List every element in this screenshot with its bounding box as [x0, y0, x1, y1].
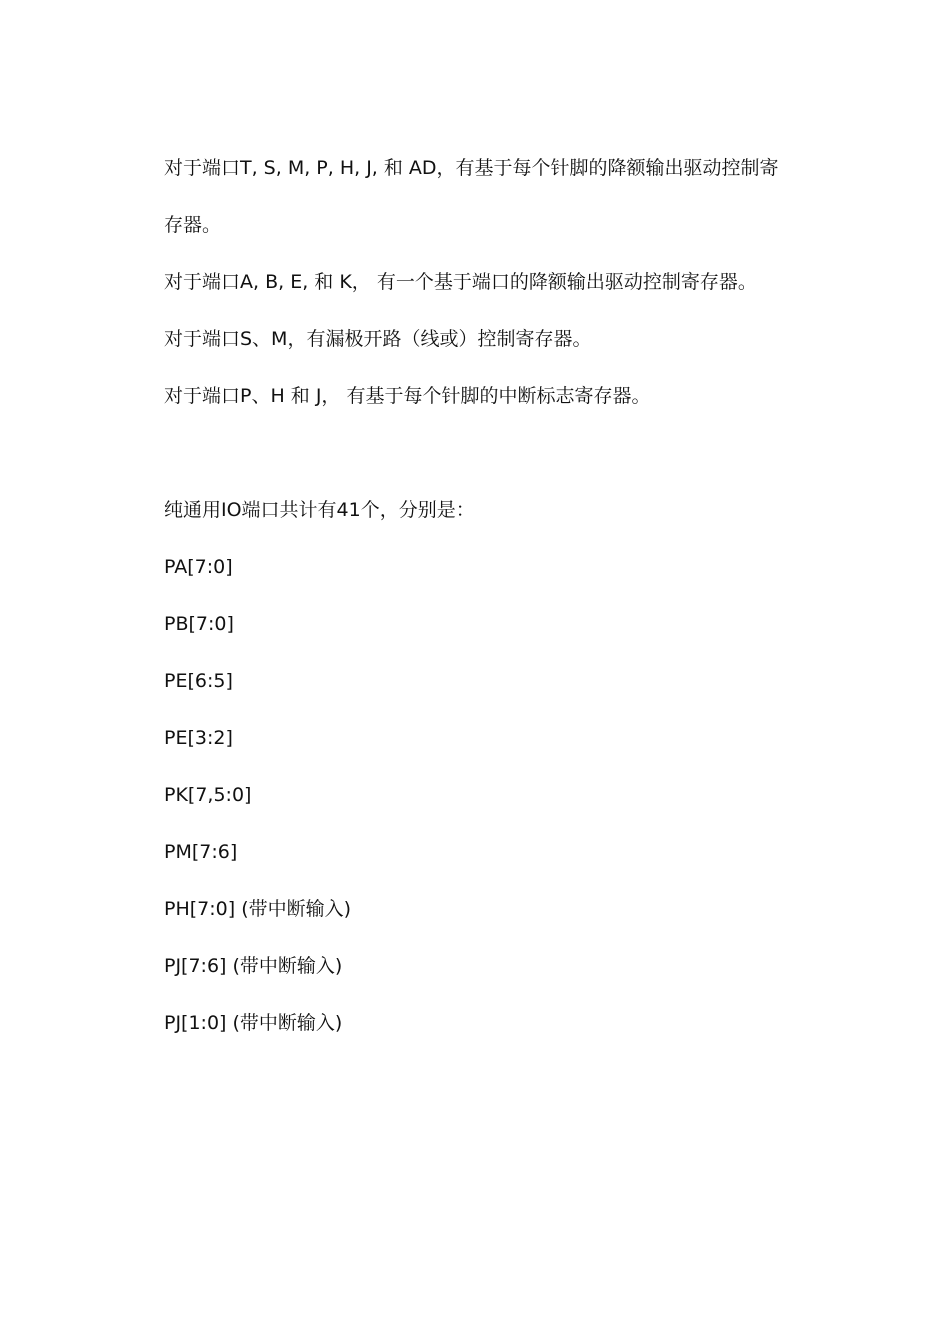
paragraph-pin-drive-line1: 对于端口T, S, M, P, H, J, 和 AD，有基于每个针脚的降额输出驱动控制寄 — [164, 157, 779, 179]
paragraph-interrupt-flag: 对于端口P、H 和 J， 有基于每个针脚的中断标志寄存器。 — [164, 385, 651, 407]
io-port-item: PB[7:0] — [164, 613, 234, 635]
paragraph-port-drive: 对于端口A, B, E, 和 K， 有一个基于端口的降额输出驱动控制寄存器。 — [164, 271, 757, 293]
io-port-item: PM[7:6] — [164, 841, 238, 863]
io-port-item: PE[3:2] — [164, 727, 233, 749]
paragraph-pin-drive-line2: 存器。 — [164, 214, 222, 236]
io-port-item: PE[6:5] — [164, 670, 233, 692]
io-summary: 纯通用IO端口共计有41个，分别是： — [164, 499, 475, 521]
io-port-item: PK[7,5:0] — [164, 784, 252, 806]
io-port-item: PA[7:0] — [164, 556, 233, 578]
io-port-item: PH[7:0] (带中断输入) — [164, 898, 352, 920]
paragraph-open-drain: 对于端口S、M，有漏极开路（线或）控制寄存器。 — [164, 328, 592, 350]
io-port-item: PJ[7:6] (带中断输入) — [164, 955, 343, 977]
document-body — [164, 140, 804, 1052]
blank-line — [164, 425, 804, 482]
io-port-item: PJ[1:0] (带中断输入) — [164, 1012, 343, 1034]
